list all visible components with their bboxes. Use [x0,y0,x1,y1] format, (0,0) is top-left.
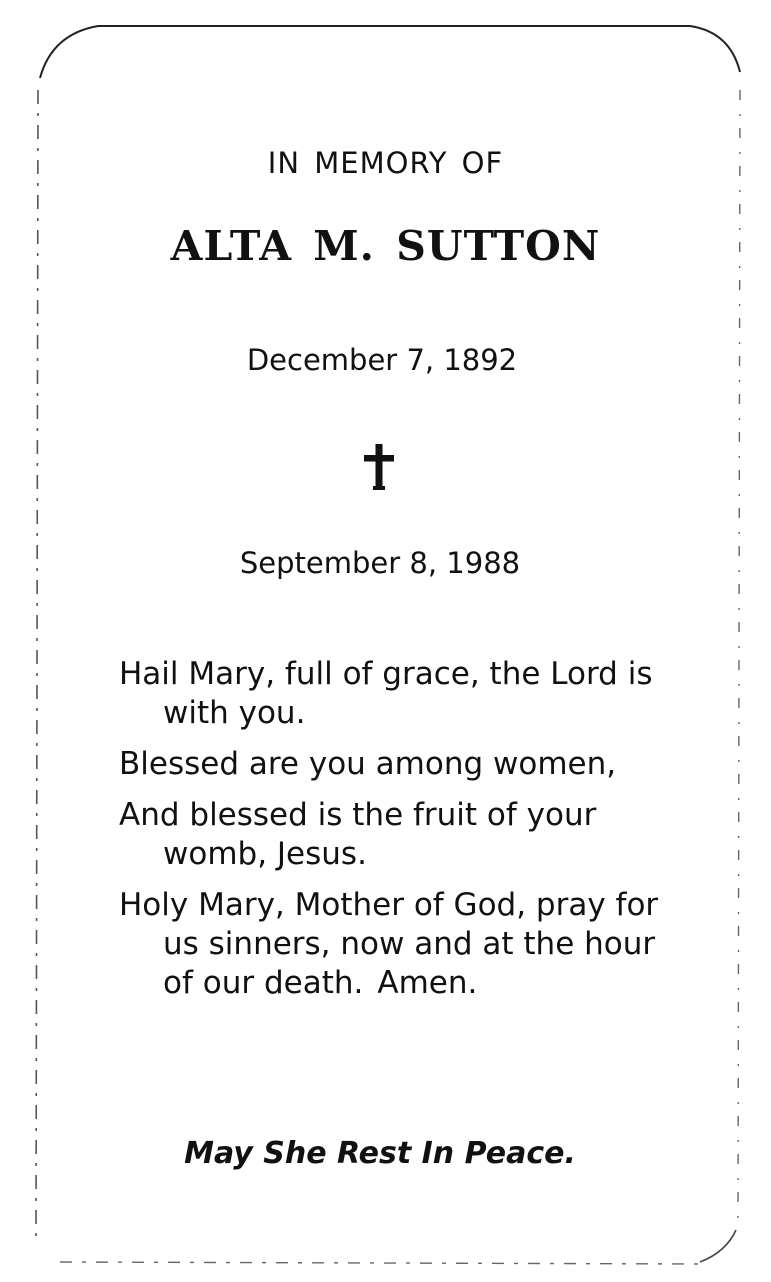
closing-blessing: May She Rest In Peace. [184,1136,576,1171]
death-date: September 8, 1988 [239,546,521,580]
birth-date: December 7, 1892 [246,343,518,377]
prayer-amen: Amen. [377,965,478,1001]
memorial-header: IN MEMORY OF [267,146,504,180]
prayer-verse-text: Holy Mary, Mother of God, pray for us sinners, now and at the hour of our death. [119,887,659,1001]
hail-mary-prayer [119,655,679,1015]
prayer-verse: And blessed is the fruit of your womb, Jesus. [119,797,597,872]
prayer-verse-final [119,886,679,1003]
prayer-verse: Blessed are you among women, [119,746,617,782]
latin-cross-icon [364,444,394,490]
deceased-name: ALTA M. SUTTON [170,222,601,270]
prayer-verse: Hail Mary, full of grace, the Lord is with you. [119,656,653,731]
